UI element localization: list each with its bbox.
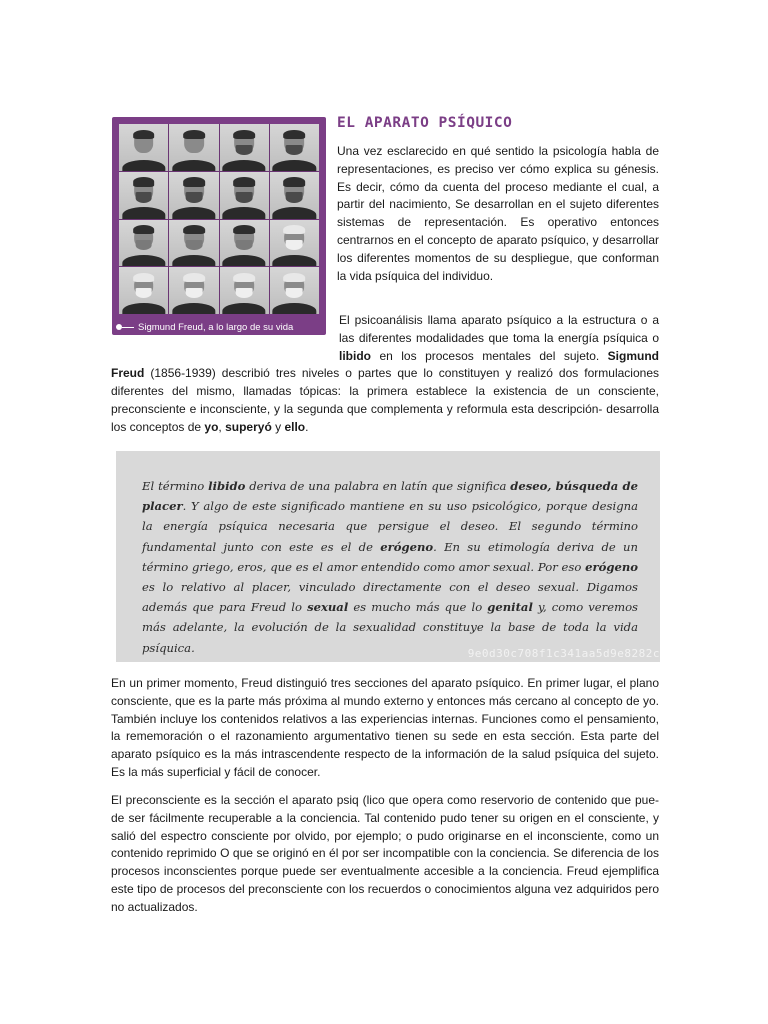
aparato-psiquico-paragraph: El psicoanálisis llama aparato psíquico a la estructura o a las diferentes modalidades que toma la energía psíquica o libido en los procesos mentales del sujeto. Sigmund Freud (1856-1939) describió tres niveles o partes que lo constituyen y realizó dos formulaciones diferentes del mismo, llamadas tópicas: la primera establece la existencia de un consciente, preconsciente e inconsciente, y la segunda que complementa y reformula esta descripción- desarrolla los conceptos de yo, superyó y ello. [111, 313, 659, 434]
portrait-photo [220, 267, 269, 314]
term-libido: libido [339, 348, 371, 363]
term-genital: genital [487, 600, 533, 615]
portrait-photo [220, 124, 269, 171]
watermark-hash: 9e0d30c708f1c341aa5d9e8282c [467, 647, 660, 660]
portrait-photo [119, 124, 168, 171]
consciente-paragraph: En un primer momento, Freud distinguió tres secciones del aparato psíquico. En primer lugar, el plano consciente, que es la parte más próxima al mundo externo y entonces más cercano al concepto de yo. También incluye los contenidos relativos a las experiencias internas. Funciones como el pensamiento, la rememoración o el razonamiento argumentativo tienen su sede en esta sección. Esta parte del aparato psíquico es la más intrascendente respecto de la información de la salud psíquica del sujeto. Es la más superficial y fácil de conocer. [111, 676, 659, 779]
freud-portraits-figure [112, 117, 326, 335]
portrait-photo [270, 220, 319, 267]
portrait-photo [220, 220, 269, 267]
term-sigmund-freud: Sigmund Freud [111, 348, 659, 381]
portrait-grid [119, 124, 319, 314]
portrait-photo [119, 220, 168, 267]
portrait-photo [169, 172, 218, 219]
definition-box [116, 451, 660, 662]
portrait-photo [119, 172, 168, 219]
portrait-photo [270, 267, 319, 314]
term-erogeno: erógeno [585, 559, 638, 574]
portrait-photo [169, 267, 218, 314]
portrait-photo [169, 124, 218, 171]
figure-caption: Sigmund Freud, a lo largo de su vida [138, 321, 294, 333]
term-superyo: superyó [225, 419, 272, 434]
portrait-photo [270, 172, 319, 219]
portrait-photo [169, 220, 218, 267]
portrait-photo [119, 267, 168, 314]
term-erogeno: erógeno [380, 539, 434, 554]
portrait-photo [220, 172, 269, 219]
portrait-photo [270, 124, 319, 171]
term-yo: yo [204, 419, 219, 434]
term-libido: libido [208, 479, 246, 493]
preconsciente-paragraph: El preconsciente es la sección el aparato psiq (lico que opera como reservorio de contenido que pue- de ser fácilmente recuperable a la conciencia. Tal contenido pudo tener su origen en el consciente, y salió del espectro consciente por olvido, por ejemplo; o pudo originarse en el inconsciente, como un contenido reprimido O que se originó en él por ser incompatible con la conciencia. Se diferencia de los procesos inconscientes porque puede ser eventualmente accesible a la conciencia. Freud ejemplifica este tipo de procesos del preconsciente con los recuerdos o conocimientos alguna vez adquiridos pero no actualizados. [111, 793, 659, 914]
term-deseo: deseo, búsqueda de placer [142, 479, 638, 514]
intro-paragraph: Una vez esclarecido en qué sentido la psicología habla de representaciones, es preciso ver cómo explica su génesis. Es decir, cómo da cuenta del proceso mediante el cual, a partir del nacimiento, Se desarrollan en el sujeto diferentes sistemas de representación. Es operativo entonces centrarnos en el concepto de aparato psíquico, y desarrollar los diferentes momentos de su despliegue, que conforman la vida psíquica del individuo. [337, 144, 659, 283]
term-ello: ello [284, 419, 306, 434]
definition-text: El término libido deriva de una palabra en latín que significa deseo, búsqueda de placer. Y algo de este significado mantiene en su uso psicológico, porque designa la energía psíquica necesaria que persigue el deseo. El segundo término fundamental junto con este es el de erógeno. En su etimología deriva de un término griego, eros, que es el amor entendido como amor sexual. Por eso erógeno es lo relativo al placer, vinculado directamente con el deseo sexual. Digamos además que para Freud lo sexual es mucho más que lo genital y, como veremos más adelante, la evolución de la sexualidad constituye la base de toda la vida psíquica. [142, 479, 638, 655]
section-title: EL APARATO PSÍQUICO [337, 115, 513, 131]
term-sexual: sexual [307, 600, 349, 615]
